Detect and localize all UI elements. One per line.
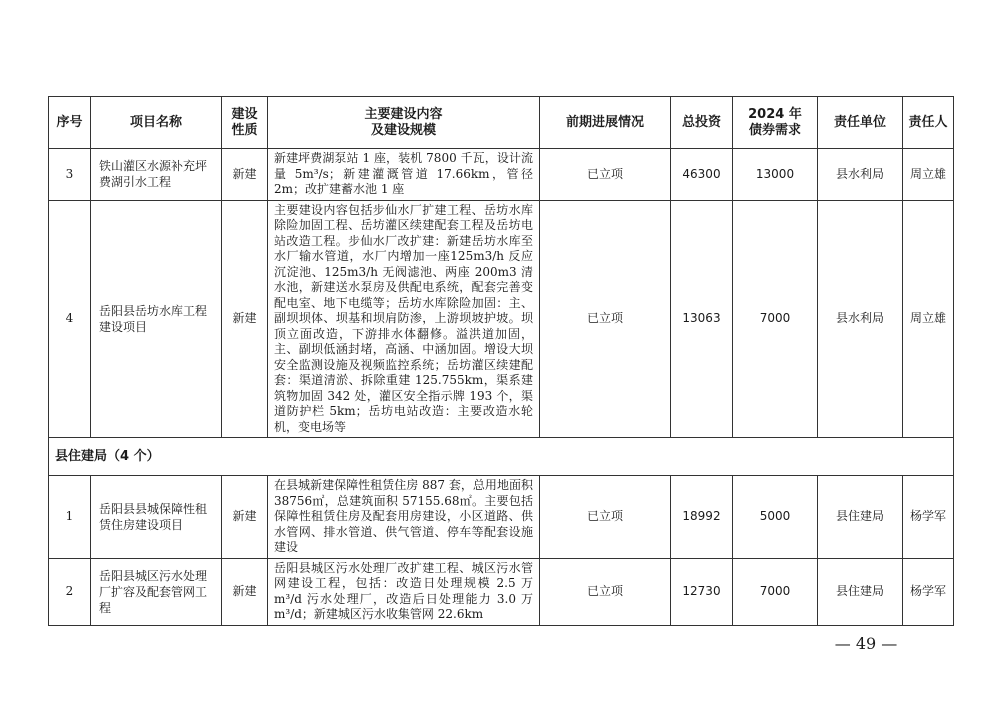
cell-project-name: 铁山灌区水源补充坪费湖引水工程 bbox=[91, 149, 222, 201]
cell-unit: 县水利局 bbox=[818, 149, 903, 201]
cell-bond: 7000 bbox=[733, 200, 818, 438]
cell-person: 杨学军 bbox=[903, 558, 954, 625]
header-content-line2: 及建设规模 bbox=[370, 122, 436, 138]
project-table bbox=[48, 96, 954, 626]
cell-investment: 46300 bbox=[671, 149, 733, 201]
cell-seq: 4 bbox=[49, 200, 91, 438]
cell-bond: 13000 bbox=[733, 149, 818, 201]
cell-person: 周立雄 bbox=[903, 200, 954, 438]
header-nature-line1: 建设 bbox=[231, 106, 258, 122]
cell-unit: 县住建局 bbox=[818, 558, 903, 625]
cell-seq: 1 bbox=[49, 476, 91, 559]
cell-progress: 已立项 bbox=[540, 200, 671, 438]
table-row bbox=[49, 558, 954, 625]
table-row bbox=[49, 200, 954, 438]
table-header-row bbox=[49, 97, 954, 149]
header-seq: 序号 bbox=[49, 97, 91, 149]
cell-seq: 2 bbox=[49, 558, 91, 625]
header-unit: 责任单位 bbox=[818, 97, 903, 149]
cell-person: 周立雄 bbox=[903, 149, 954, 201]
cell-unit: 县水利局 bbox=[818, 200, 903, 438]
header-content bbox=[268, 97, 540, 149]
cell-unit: 县住建局 bbox=[818, 476, 903, 559]
header-bond bbox=[733, 97, 818, 149]
table-row bbox=[49, 149, 954, 201]
cell-content: 岳阳县城区污水处理厂改扩建工程、城区污水管网建设工程，包括：改造日处理规模 2.5 万 m³/d 污水处理厂，改造后日处理能力 3.0 万 m³/d；新建城区污水收集管网 22.6km bbox=[268, 558, 540, 625]
header-person: 责任人 bbox=[903, 97, 954, 149]
section-row bbox=[49, 438, 954, 476]
cell-progress: 已立项 bbox=[540, 149, 671, 201]
cell-nature: 新建 bbox=[222, 476, 268, 559]
header-name: 项目名称 bbox=[91, 97, 222, 149]
cell-progress: 已立项 bbox=[540, 558, 671, 625]
header-content-line1: 主要建设内容 bbox=[364, 106, 443, 122]
cell-person: 杨学军 bbox=[903, 476, 954, 559]
cell-seq: 3 bbox=[49, 149, 91, 201]
cell-content: 主要建设内容包括步仙水厂扩建工程、岳坊水库除险加固工程、岳坊灌区续建配套工程及岳坊电站改造工程。步仙水厂改扩建：新建岳坊水库至水厂输水管道，水厂内增加一座125m3/h 反应沉淀池、125m3/h 无阀滤池、两座 200m3 清水池，新建送水泵房及供配电系统，配套完善变配电室、地下电缆等；岳坊水库除险加固：主、副坝坝体、坝基和坝肩防渗，上游坝坡护坡。坝顶立面改造，下游排水体翻修。溢洪道加固，主、副坝低涵封堵，高涵、中涵加固。增设大坝安全监测设施及视频监控系统；岳坊灌区续建配套：渠道清淤、拆除重建 125.755km，渠系建筑物加固 342 处，灌区安全指示牌 193 个，渠道防护栏 5km；岳坊电站改造：主要改造水轮机，变电场等 bbox=[268, 200, 540, 438]
cell-investment: 13063 bbox=[671, 200, 733, 438]
cell-nature: 新建 bbox=[222, 200, 268, 438]
cell-bond: 5000 bbox=[733, 476, 818, 559]
cell-investment: 12730 bbox=[671, 558, 733, 625]
cell-project-name: 岳阳县城区污水处理厂扩容及配套管网工程 bbox=[91, 558, 222, 625]
cell-project-name: 岳阳县县城保障性租赁住房建设项目 bbox=[91, 476, 222, 559]
cell-content: 新建坪费湖泵站 1 座，装机 7800 千瓦，设计流量 5m³/s；新建灌溉管道 17.66km，管径 2m；改扩建蓄水池 1 座 bbox=[268, 149, 540, 201]
cell-progress: 已立项 bbox=[540, 476, 671, 559]
cell-nature: 新建 bbox=[222, 149, 268, 201]
cell-nature: 新建 bbox=[222, 558, 268, 625]
cell-project-name: 岳阳县岳坊水库工程建设项目 bbox=[91, 200, 222, 438]
header-progress: 前期进展情况 bbox=[540, 97, 671, 149]
page-number: — 49 — bbox=[834, 634, 898, 653]
header-nature-line2: 性质 bbox=[231, 122, 258, 138]
header-nature bbox=[222, 97, 268, 149]
cell-bond: 7000 bbox=[733, 558, 818, 625]
cell-investment: 18992 bbox=[671, 476, 733, 559]
header-bond-line1: 2024 年 bbox=[748, 106, 802, 122]
section-title: 县住建局（4 个） bbox=[49, 438, 954, 476]
cell-content: 在县城新建保障性租赁住房 887 套，总用地面积 38756㎡，总建筑面积 57155.68㎡。主要包括保障性租赁住房及配套用房建设，小区道路、供水管网、排水管道、供气管道、停车等配套设施建设 bbox=[268, 476, 540, 559]
table-row bbox=[49, 476, 954, 559]
header-investment: 总投资 bbox=[671, 97, 733, 149]
header-bond-line2: 债券需求 bbox=[748, 122, 801, 138]
